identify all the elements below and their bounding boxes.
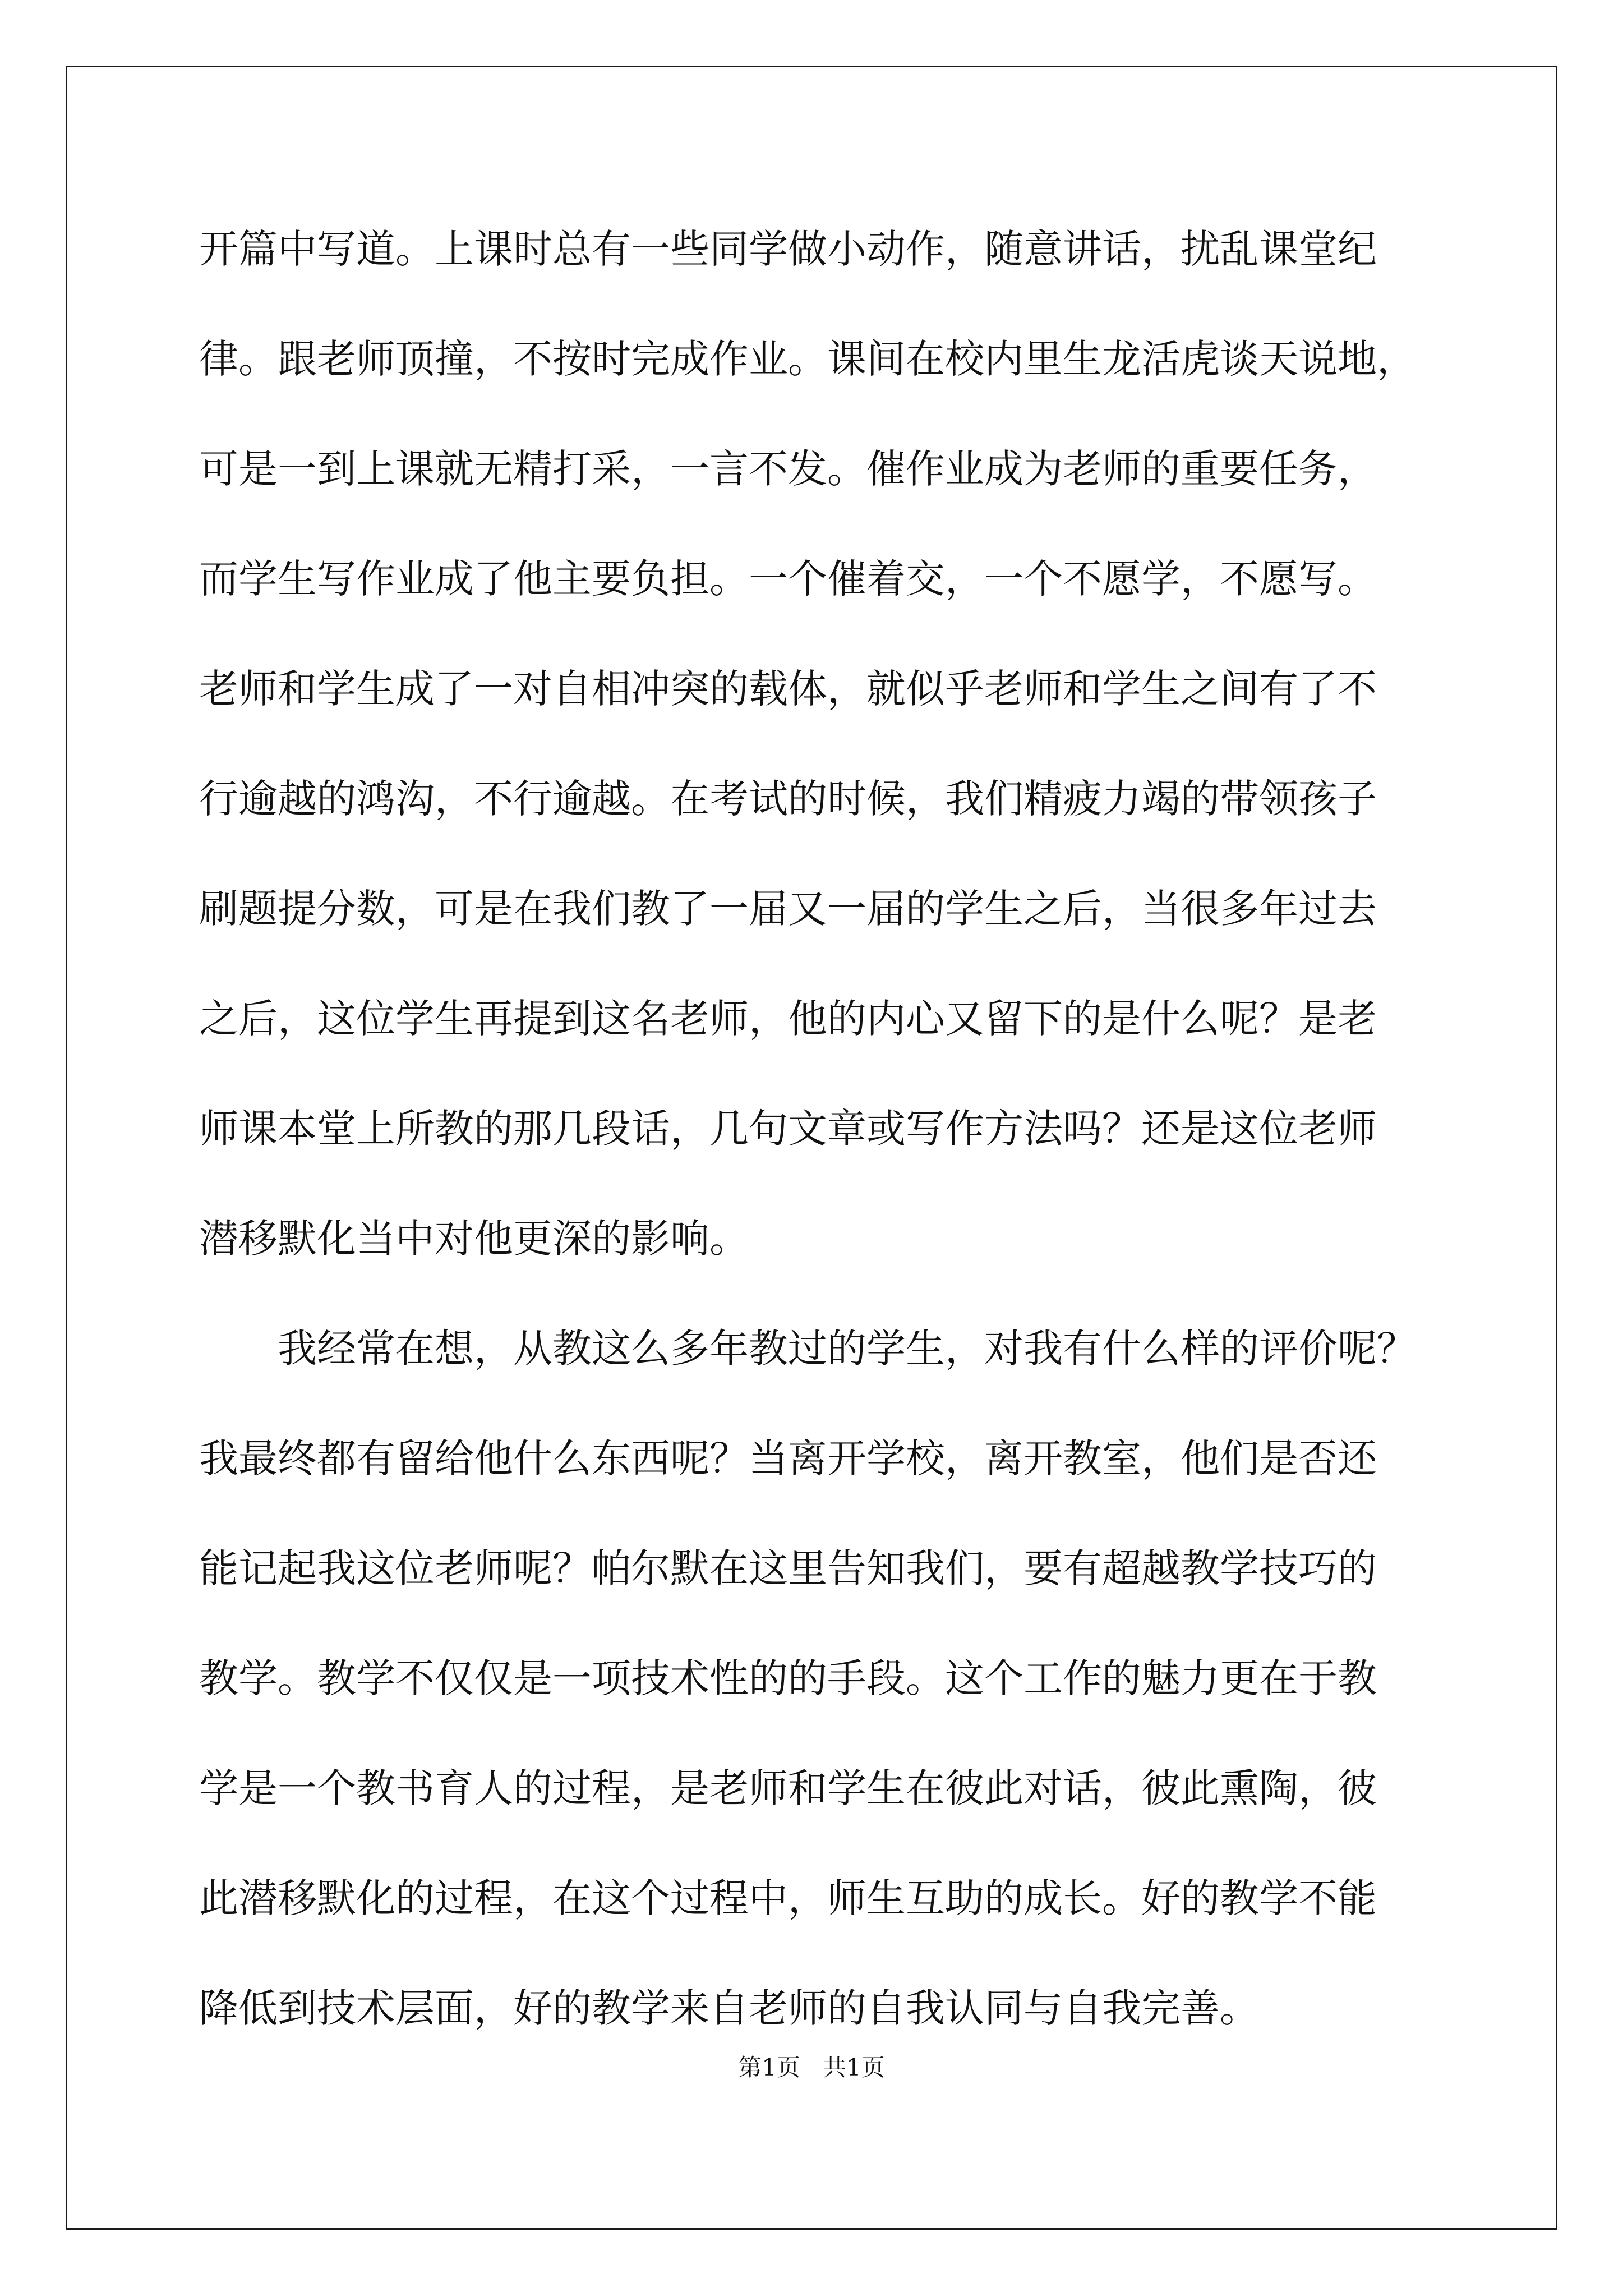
- text-line: 之后，这位学生再提到这名老师，他的内心又留下的是什么呢？是老: [199, 996, 1377, 1042]
- text-line: 可是一到上课就无精打采，一言不发。催作业成为老师的重要任务，: [199, 446, 1377, 492]
- text-line: 刷题提分数，可是在我们教了一届又一届的学生之后，当很多年过去: [199, 886, 1377, 932]
- text-line: 学是一个教书育人的过程，是老师和学生在彼此对话，彼此熏陶，彼: [199, 1765, 1377, 1811]
- text-line: 律。跟老师顶撞，不按时完成作业。课间在校内里生龙活虎谈天说地，: [199, 336, 1416, 382]
- text-line: 此潜移默化的过程，在这个过程中，师生互助的成长。好的教学不能: [199, 1875, 1377, 1921]
- text-line: 行逾越的鸿沟，不行逾越。在考试的时候，我们精疲力竭的带领孩子: [199, 776, 1377, 822]
- text-line: 降低到技术层面，好的教学来自老师的自我认同与自我完善。: [199, 1985, 1259, 2031]
- paragraph-first-line: 我经常在想，从教这么多年教过的学生，对我有什么样的评价呢？: [278, 1326, 1416, 1372]
- text-line: 教学。教学不仅仅是一项技术性的的手段。这个工作的魅力更在于教: [199, 1655, 1377, 1701]
- text-line: 师课本堂上所教的那几段话，几句文章或写作方法吗？还是这位老师: [199, 1106, 1377, 1152]
- text-line: 而学生写作业成了他主要负担。一个催着交，一个不愿学，不愿写。: [199, 556, 1377, 602]
- text-line: 老师和学生成了一对自相冲突的载体，就似乎老师和学生之间有了不: [199, 666, 1377, 712]
- page-footer: 第1页 共1页: [738, 2054, 885, 2081]
- text-line: 我最终都有留给他什么东西呢？当离开学校，离开教室，他们是否还: [199, 1435, 1377, 1481]
- text-line: 能记起我这位老师呢？帕尔默在这里告知我们，要有超越教学技巧的: [199, 1545, 1377, 1591]
- text-line: 开篇中写道。上课时总有一些同学做小动作，随意讲话，扰乱课堂纪: [199, 226, 1377, 272]
- text-line: 潜移默化当中对他更深的影响。: [199, 1216, 749, 1262]
